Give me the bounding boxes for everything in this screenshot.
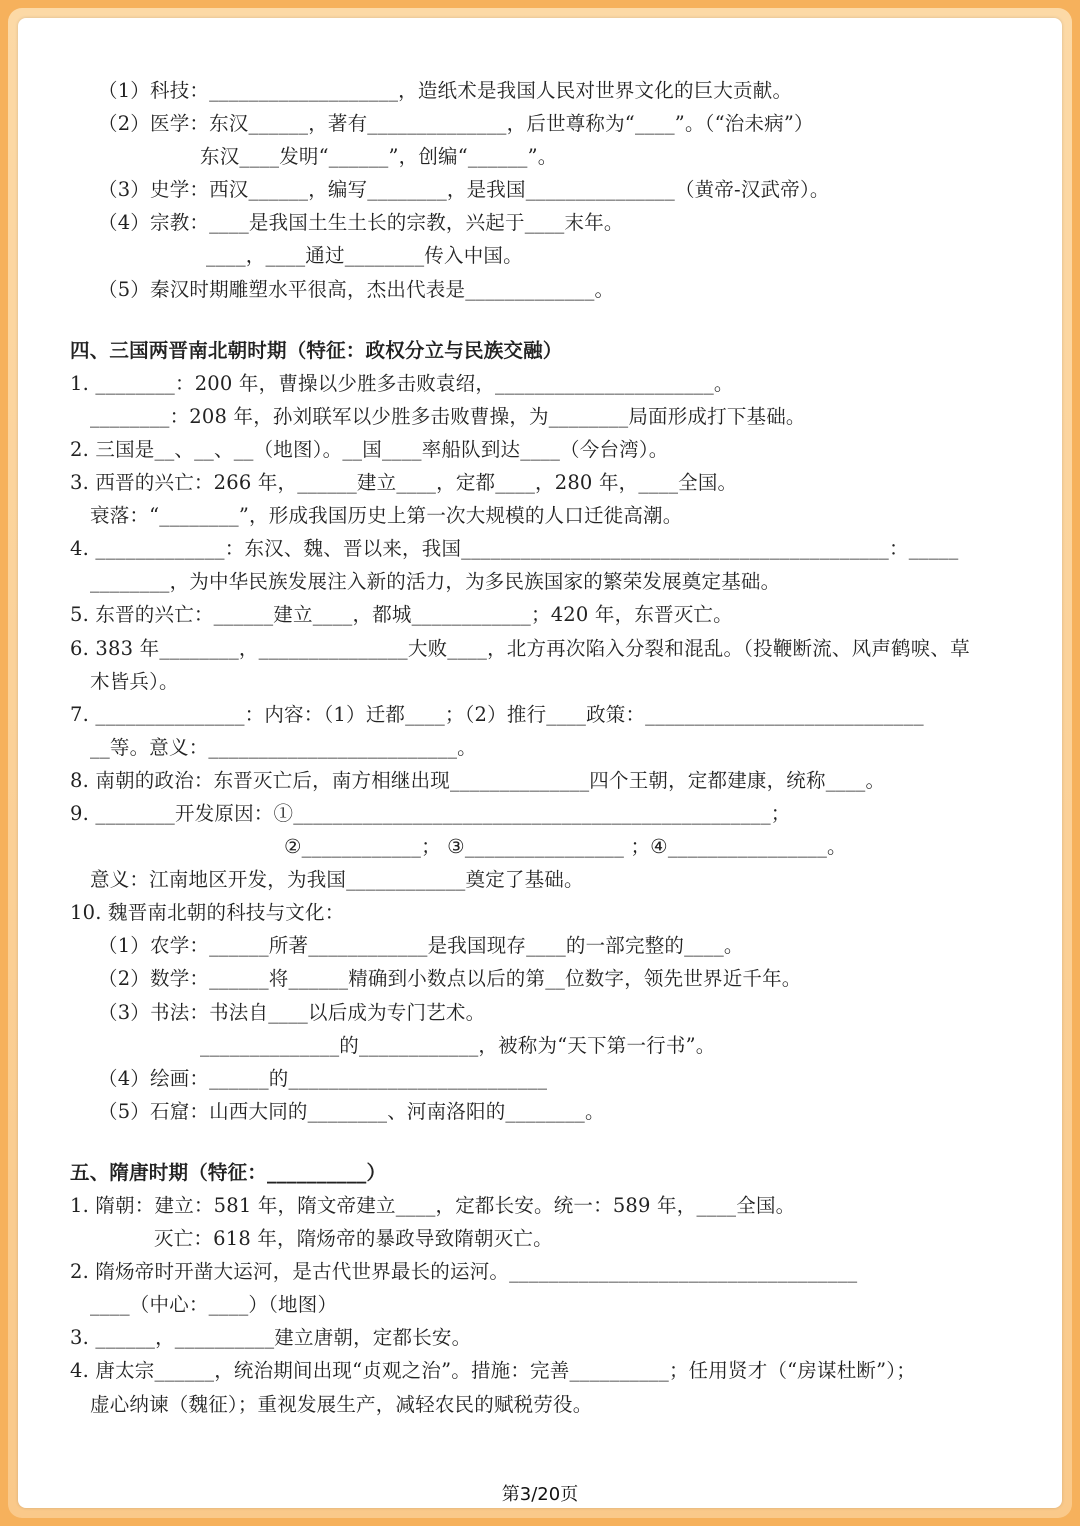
- text-line: 衰落：“________”，形成我国历史上第一次大规模的人口迁徙高潮。: [90, 504, 683, 528]
- text-line: 6. 383 年________，_______________大败____，北方再次陷入分裂和混乱。（投鞭断流、风声鹤唳、草: [70, 636, 970, 660]
- text-line: 3. ______，__________建立唐朝，定都长安。: [70, 1326, 472, 1350]
- spacer: [70, 1128, 1020, 1156]
- text-line: 虚心纳谏（魏征）；重视发展生产，减轻农民的赋税劳役。: [90, 1392, 593, 1416]
- text-line: 灭亡：618 年，隋炀帝的暴政导致隋朝灭亡。: [154, 1227, 553, 1251]
- text-line: ____（中心：____）（地图）: [90, 1293, 338, 1317]
- text-line: ____，____通过________传入中国。: [206, 244, 523, 268]
- text-line: ________：208 年，孙刘联军以少胜多击败曹操，为________局面形成打下基础。: [90, 404, 806, 428]
- text-line: （2）数学：______将______精确到小数点以后的第__位数字，领先世界近千年。: [98, 967, 802, 991]
- text-line: （1）农学：______所著____________是我国现存____的一部完整的____。: [98, 934, 744, 958]
- spacer: [70, 306, 1020, 334]
- text-line: ______________的____________，被称为“天下第一行书”。: [200, 1033, 716, 1057]
- text-line: 2. 隋炀帝时开凿大运河，是古代世界最长的运河。___________________________________: [70, 1260, 858, 1284]
- text-line: 4. _____________：东汉、魏、晋以来，我国___________________________________________：_____: [70, 537, 959, 561]
- page-number: 第3/20页: [501, 1484, 579, 1505]
- text-line: （4）宗教：____是我国土生土长的宗教，兴起于____末年。: [98, 211, 624, 235]
- text-line: 4. 唐太宗______，统治期间出现“贞观之治”。措施：完善__________；任用贤才（“房谋杜断”）；: [70, 1359, 916, 1383]
- text-line: （3）书法：书法自____以后成为专门艺术。: [98, 1000, 486, 1024]
- text-line: ②____________； ③________________ ；④________________。: [284, 835, 847, 859]
- text-line: （4）绘画：______的__________________________: [98, 1066, 548, 1090]
- text-line: 东汉____发明“______”，创编“______”。: [200, 145, 558, 169]
- text-line: （5）秦汉时期雕塑水平很高，杰出代表是_____________。: [98, 277, 615, 301]
- text-line: 9. ________开发原因：①________________________________________________；: [70, 801, 791, 825]
- text-line: 1. 隋朝：建立：581 年，隋文帝建立____，定都长安。统一：589 年，____全国。: [70, 1194, 796, 1217]
- text-line: 意义：江南地区开发，为我国____________奠定了基础。: [90, 868, 584, 892]
- text-line: 木皆兵）。: [90, 669, 179, 693]
- text-line: 8. 南朝的政治：东晋灭亡后，南方相继出现______________四个王朝，定都建康，统称____。: [70, 768, 886, 792]
- text-line: 7. _______________：内容：（1）迁都____；（2）推行____政策：____________________________: [70, 702, 924, 726]
- document-body: [70, 74, 1020, 1421]
- text-line: （2）医学：东汉______，著有______________，后世尊称为“____”。（“治未病”）: [98, 112, 814, 136]
- text-line: 3. 西晋的兴亡：266 年，______建立____，定都____，280 年，____全国。: [70, 471, 738, 495]
- document-page: [18, 18, 1062, 1508]
- text-line: （5）石窟：山西大同的________、河南洛阳的________。: [98, 1099, 605, 1123]
- text-line: 5. 东晋的兴亡：______建立____，都城____________；420 年，东晋灭亡。: [70, 603, 733, 627]
- text-line: 2. 三国是__、__、__（地图）。__国____率船队到达____（今台湾）。: [70, 437, 669, 461]
- text-line: __等。意义：_________________________。: [90, 735, 477, 759]
- section-heading: 五、隋唐时期（特征：__________）: [70, 1160, 387, 1184]
- text-line: ________，为中华民族发展注入新的活力，为多民族国家的繁荣发展奠定基础。: [90, 570, 781, 594]
- section-heading: 四、三国两晋南北朝时期（特征：政权分立与民族交融）: [70, 338, 563, 362]
- text-line: （3）史学：西汉______，编写________，是我国_______________（黄帝-汉武帝）。: [98, 178, 830, 202]
- text-line: 10. 魏晋南北朝的科技与文化：: [70, 901, 345, 925]
- text-line: 1. ________：200 年，曹操以少胜多击败袁绍，______________________。: [70, 371, 734, 395]
- text-line: （1）科技：___________________，造纸术是我国人民对世界文化的巨大贡献。: [98, 79, 793, 102]
